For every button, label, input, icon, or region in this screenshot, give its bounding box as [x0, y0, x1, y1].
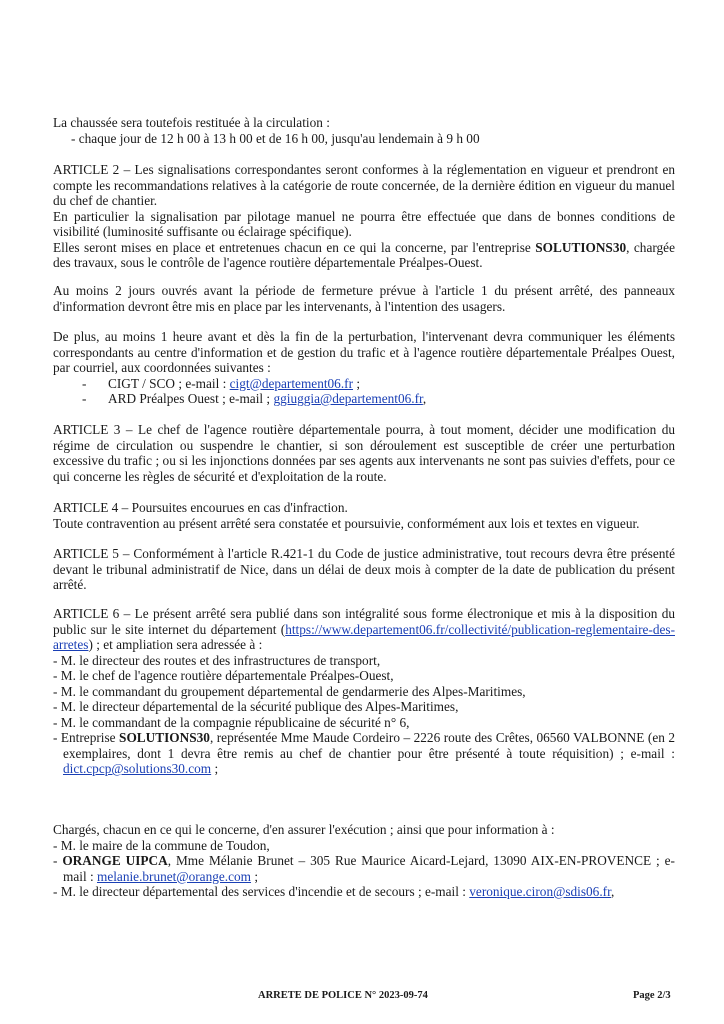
charges-orange — [53, 853, 675, 884]
company-name: SOLUTIONS30 — [535, 239, 627, 255]
contact-ard-suffix: , — [422, 391, 427, 406]
article-2-p1: ARTICLE 2 – Les signalisations correspondantes seront conformes à la réglementation en vigueur et prendront en compte les recommandations relatives à la catégorie de route concernée, de la dernière édition en vigueur du manuel du chef de chantier. — [53, 162, 675, 208]
notice-communication-text: De plus, au moins 1 heure avant et dès la fin de la perturbation, l'intervenant devra communiquer les éléments correspondants au centre d'information et de gestion du trafic et à l'agence routière départementale Préalpes Ouest, par courriel, aux coordonnées suivantes : — [53, 329, 675, 375]
charges-sdis-text: - M. le directeur départemental des services d'incendie et de secours ; e-mail : — [53, 884, 470, 899]
recipient-company-text: , représentée Mme Maude Cordeiro – 2226 route des Crêtes, 06560 VALBONNE (en 2 exemplaires, dont 1 devra être remis au chef de chantier pour être présenté à toute réquisition) ; e-mail : — [63, 730, 675, 761]
email-link-orange[interactable]: melanie.brunet@orange.com — [96, 868, 252, 884]
article-6-intro — [53, 606, 675, 653]
article-2-p3-before: Elles seront mises en place et entretenues chacun en ce qui la concerne, par l'entreprise — [53, 239, 536, 255]
article-4-text: Toute contravention au présent arrêté sera constatée et poursuivie, conformément aux lois et textes en vigueur. — [53, 515, 640, 531]
article-6 — [53, 606, 675, 777]
email-link-sdis[interactable]: veronique.ciron@sdis06.fr — [469, 884, 611, 899]
charges-sdis-suffix: , — [610, 884, 615, 899]
recipient-item: - M. le commandant du groupement départemental de gendarmerie des Alpes-Maritimes, — [53, 683, 526, 699]
contact-cigt-label: CIGT / SCO ; e-mail : — [108, 375, 230, 391]
notice-panels-text: Au moins 2 jours ouvrés avant la période de fermeture prévue à l'article 1 du présent arrêté, des panneaux d'information devront être mis en place par les intervenants, à l'intention des usagers. — [53, 283, 675, 314]
charges-mayor: - M. le maire de la commune de Toudon, — [53, 837, 270, 853]
publication-url-link[interactable]: https://www.departement06.fr/collectivité/publication-reglementaire-des-arretes — [53, 621, 675, 652]
recipient-item: - M. le chef de l'agence routière départementale Préalpes-Ouest, — [53, 668, 394, 683]
recipient-company-prefix: - Entreprise — [53, 730, 120, 745]
article-6-intro-after: ) ; et ampliation sera adressée à : — [88, 637, 263, 652]
article-4 — [53, 500, 675, 531]
charges-orange-prefix: - — [53, 853, 63, 868]
contact-ard-label: ARD Préalpes Ouest ; e-mail ; — [108, 391, 274, 406]
recipient-company-suffix: ; — [211, 761, 219, 776]
email-link-ard[interactable]: ggiuggia@departement06.fr — [273, 391, 423, 406]
charges-sdis — [53, 884, 675, 900]
company-name: SOLUTIONS30 — [119, 730, 210, 745]
page-number: Page 2/3 — [633, 990, 671, 1001]
notice-communication — [53, 329, 675, 407]
charges-intro: Chargés, chacun en ce qui le concerne, d'en assurer l'exécution ; ainsi que pour information à : — [53, 822, 555, 837]
article-6-intro-before: ARTICLE 6 – Le présent arrêté sera publié dans son intégralité sous forme électronique et mis à la disposition du public sur le site internet du département ( — [53, 606, 675, 637]
email-link-solutions30[interactable]: dict.cpcp@solutions30.com — [63, 761, 212, 776]
article-2-p3-after: , chargée des travaux, sous le contrôle de l'agence routière départementale Préalpes-Ouest. — [53, 239, 675, 270]
recipient-item: - M. le commandant de la compagnie républicaine de sécurité n° 6, — [53, 714, 410, 730]
article-4-title: ARTICLE 4 – Poursuites encourues en cas d'infraction. — [53, 500, 348, 515]
contact-cigt-suffix: ; — [353, 375, 361, 391]
charges-orange-text: , Mme Mélanie Brunet – 305 Rue Maurice Aicard-Lejard, 13090 AIX-EN-PROVENCE ; e-mail : — [63, 853, 675, 884]
recipient-company — [53, 730, 675, 777]
article-2 — [53, 162, 675, 271]
article-5 — [53, 546, 675, 593]
article-2-p3 — [53, 240, 675, 271]
article-3-text: ARTICLE 3 – Le chef de l'agence routière départementale pourra, à tout moment, décider une modification du régime de circulation ou suspendre le chantier, si son déroulement est susceptible de créer une perturbation excessive du trafic ; ou si les injonctions données par ses agents aux intervenants ne sont pas suivies d'effets, pour ce qui concerne les règles de sécurité et d'exploitation de la route. — [53, 422, 675, 484]
restitution-schedule: - chaque jour de 12 h 00 à 13 h 00 et de 16 h 00, jusqu'au lendemain à 9 h 00 — [71, 130, 480, 146]
restitution-section — [53, 115, 675, 146]
contact-ard — [82, 391, 675, 407]
charges-orange-suffix: ; — [251, 868, 259, 884]
recipient-item: - M. le directeur des routes et des infrastructures de transport, — [53, 652, 381, 668]
article-3 — [53, 422, 675, 484]
recipient-item: - M. le directeur départemental de la sécurité publique des Alpes-Maritimes, — [53, 699, 459, 714]
email-link-cigt[interactable]: cigt@departement06.fr — [229, 375, 354, 391]
contact-cigt — [82, 376, 675, 392]
contact-list — [53, 376, 675, 407]
restitution-intro: La chaussée sera toutefois restituée à la circulation : — [53, 115, 330, 130]
article-5-text: ARTICLE 5 – Conformément à l'article R.421-1 du Code de justice administrative, tout recours devra être présenté devant le tribunal administratif de Nice, dans un délai de deux mois à compter de la date de publication du présent arrêté. — [53, 546, 675, 592]
article-2-p2: En particulier la signalisation par pilotage manuel ne pourra être effectuée que dans de bonnes conditions de visibilité (luminosité suffisante ou éclairage spécifique). — [53, 208, 675, 239]
orange-name: ORANGE UIPCA — [62, 853, 168, 868]
notice-panels — [53, 283, 675, 314]
police-order-reference: ARRETE DE POLICE N° 2023-09-74 — [258, 990, 428, 1001]
charges-section — [53, 822, 675, 900]
